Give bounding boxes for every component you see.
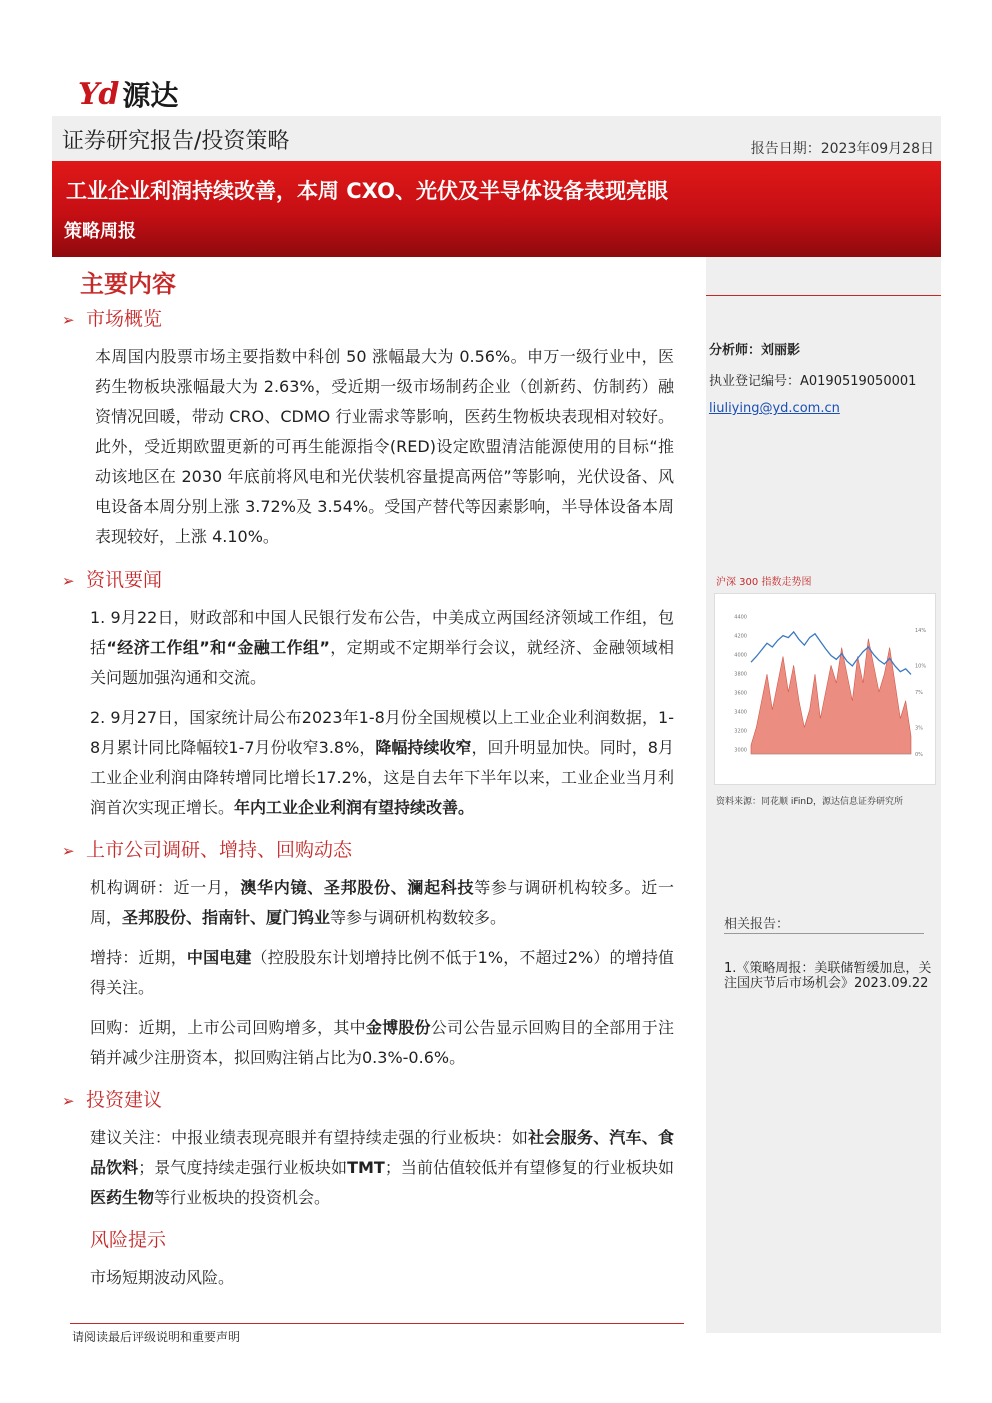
section-title: 市场概览	[86, 308, 163, 330]
bold-text-run: 澳华内镜、圣邦股份、澜起科技	[240, 878, 475, 897]
text-run: 建议关注：中报业绩表现亮眼并有望持续走强的行业板块：如	[90, 1128, 529, 1147]
index-chart-svg	[715, 594, 935, 784]
chart-title: 沪深 300 指数走势图	[716, 577, 812, 588]
section-paragraph	[90, 873, 674, 933]
chart-source: 资料来源：同花顺 iFinD，源达信息证券研究所	[716, 797, 904, 807]
report-type: 证券研究报告/投资策略	[62, 129, 290, 154]
arrow-right-icon: ➢	[62, 572, 75, 590]
sidebar-divider	[706, 295, 941, 296]
report-date: 报告日期：2023年09月28日	[750, 141, 934, 157]
bold-text-run: 医药生物	[90, 1188, 155, 1207]
text-run: 公司公告显示回购目的全部用于注销并减少注册资本，拟回购注销占比为0.3%-0.6%。	[90, 1018, 674, 1067]
bold-text-run: TMT	[347, 1158, 385, 1177]
logo-name: 源达	[122, 79, 179, 112]
arrow-right-icon: ➢	[62, 1092, 75, 1110]
yd-logo	[78, 76, 178, 112]
section-title: 上市公司调研、增持、回购动态	[86, 839, 353, 861]
y-tick-label-right: 0%	[915, 752, 923, 758]
y-tick-label-right: 3%	[915, 725, 923, 732]
text-run: ；当前估值较低并有望修复的行业板块如	[384, 1158, 674, 1177]
registration-number: 执业登记编号：A0190519050001	[709, 374, 917, 389]
section-paragraph	[90, 943, 674, 1003]
text-run: ；景气度持续走强行业板块如	[138, 1158, 348, 1177]
text-run: ，回升明显加快。同时，8月工业企业利润由降转增同比增长17.2%，这是自去年下半年以来，工业企业当月利润首次实现正增长。	[90, 738, 674, 817]
y-tick-label-left: 3600	[734, 690, 747, 697]
section-title: 资讯要闻	[86, 569, 163, 591]
text-run: 增持：近期，	[90, 948, 187, 967]
y-tick-label-left: 4000	[734, 652, 747, 659]
y-tick-label-left: 4400	[734, 614, 747, 621]
risk-text: 市场短期波动风险。	[90, 1268, 235, 1287]
section-news-heading	[62, 565, 162, 592]
risk-heading: 风险提示	[90, 1229, 167, 1251]
y-tick-label-left: 3200	[734, 728, 747, 735]
report-subtitle: 策略周报	[64, 221, 136, 242]
section-title: 投资建议	[86, 1089, 163, 1111]
section-paragraph	[95, 342, 674, 552]
section-paragraph	[90, 1013, 674, 1073]
arrow-right-icon: ➢	[62, 842, 75, 860]
y-tick-label-left: 4200	[734, 633, 747, 640]
section-paragraph	[90, 703, 674, 823]
logo-mark: Yd	[78, 76, 119, 112]
y-tick-label-left: 3000	[734, 747, 747, 754]
main-heading: 主要内容	[80, 270, 176, 298]
y-tick-label-right: 7%	[915, 689, 923, 696]
title-banner	[52, 161, 941, 257]
text-run: 2. 9月27日，国家统计局公布2023年1-8月份全国规模以上工业企业利润数据，1-8月累计同比降幅较1-7月份收窄3.8%，	[90, 708, 674, 757]
section-investment-advice-heading	[62, 1085, 162, 1112]
bold-text-run: 中国电建	[186, 948, 252, 967]
section-company-activity-heading	[62, 835, 352, 862]
related-reports-heading: 相关报告：	[724, 917, 790, 932]
text-run: （控股股东计划增持比例不低于1%，不超过2%）的增持值得关注。	[90, 948, 674, 997]
y-tick-label-left: 3800	[734, 671, 747, 678]
bold-text-run: 年内工业企业利润有望持续改善。	[234, 798, 475, 817]
text-run: 1. 9月22日，财政部和中国人民银行发布公告，中美成立两国经济领域工作组，包括	[90, 608, 674, 657]
related-divider	[724, 933, 924, 934]
text-run: 等行业板块的投资机会。	[154, 1188, 331, 1207]
bold-text-run: 降幅持续收窄	[375, 738, 472, 757]
arrow-right-icon: ➢	[62, 311, 75, 329]
text-run: 等参与调研机构较多。近一周，	[90, 878, 674, 927]
text-run: 等参与调研机构数较多。	[330, 908, 507, 927]
bold-text-run: 圣邦股份、指南针、厦门钨业	[122, 908, 331, 927]
bold-text-run: 金博股份	[365, 1018, 431, 1037]
text-run: ，定期或不定期举行会议，就经济、金融领域相关问题加强沟通和交流。	[90, 638, 674, 687]
section-paragraph	[90, 1123, 674, 1213]
related-report-item[interactable]: 1.《策略周报：美联储暂缓加息，关注国庆节后市场机会》2023.09.22	[724, 961, 932, 991]
text-run: 机构调研：近一月，	[90, 878, 241, 897]
y-tick-label-left: 3400	[734, 709, 747, 716]
section-market-overview-heading	[62, 304, 162, 331]
footer-disclaimer-link[interactable]: 请阅读最后评级说明和重要声明	[72, 1330, 241, 1344]
bold-text-run: 社会服务、汽车、食品饮料	[90, 1128, 674, 1177]
footer-divider	[70, 1323, 684, 1324]
y-tick-label-right: 14%	[915, 627, 927, 634]
report-title: 工业企业利润持续改善，本周 CXO、光伏及半导体设备表现亮眼	[66, 179, 669, 203]
text-run: 本周国内股票市场主要指数中科创 50 涨幅最大为 0.56%。申万一级行业中，医药生物板块涨幅最大为 2.63%，受近期一级市场制药企业（创新药、仿制药）融资情况回暖，带动 CRO、CDMO 行业需求等影响，医药生物板块表现相对较好。此外，受近期欧盟更新的可再生能源指令(RED)设定欧盟清洁能源使用的目标“推动该地区在 2030 年底前将风电和光伏装机容量提高两倍”等影响，光伏设备、风电设备本周分别上涨 3.72%及 3.54%。受国产替代等因素影响，半导体设备本周表现较好，上涨 4.10%。	[95, 347, 674, 546]
analyst-email-link[interactable]: liuliying@yd.com.cn	[709, 401, 840, 416]
bold-text-run: “经济工作组”和“金融工作组”	[106, 638, 330, 657]
analyst-name: 分析师：刘丽影	[709, 343, 801, 358]
sidebar	[706, 257, 941, 1333]
index-chart	[714, 593, 936, 785]
y-tick-label-right: 10%	[915, 663, 927, 670]
text-run: 回购：近期，上市公司回购增多，其中	[90, 1018, 366, 1037]
section-paragraph	[90, 603, 674, 693]
